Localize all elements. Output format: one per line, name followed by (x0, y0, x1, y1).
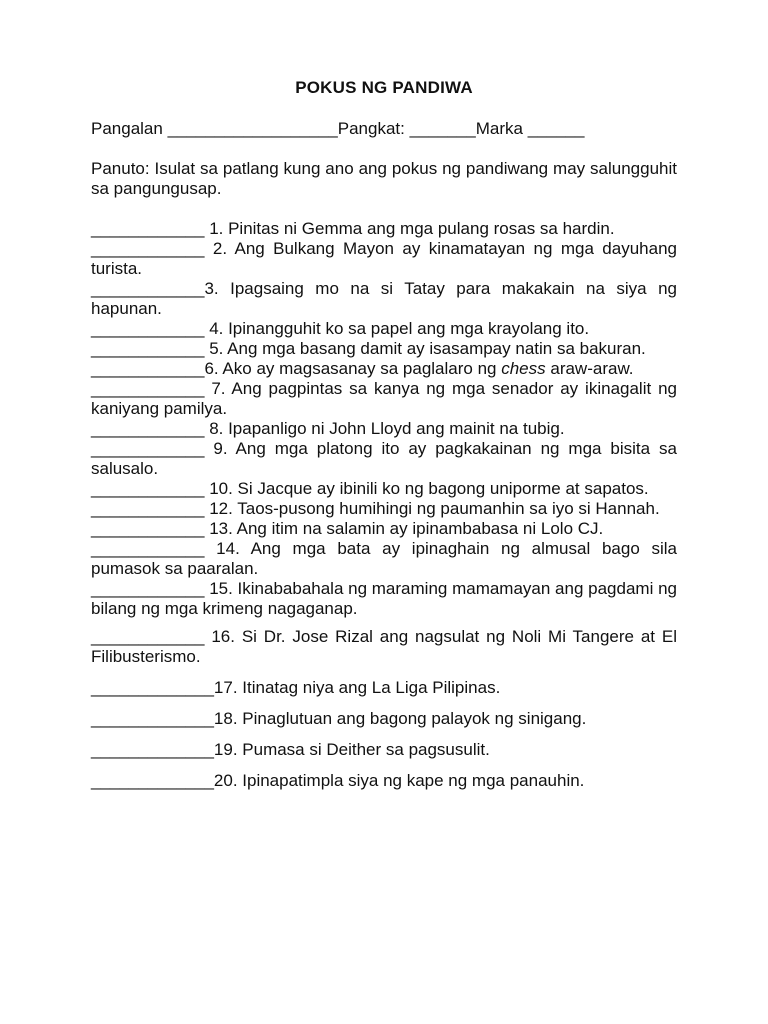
question-item (91, 419, 677, 439)
question-text: 1. Pinitas ni Gemma ang mga pulang rosas sa hardin. (209, 219, 615, 238)
question-item (91, 579, 677, 619)
question-item (91, 439, 677, 479)
question-text: 4. Ipinangguhit ko sa papel ang mga krayolang ito. (209, 319, 590, 338)
answer-blank: ____________ (91, 339, 210, 358)
answer-blank: ____________ (91, 579, 210, 598)
page-title: POKUS NG PANDIWA (295, 78, 473, 97)
question-item (91, 279, 677, 319)
question-item (91, 499, 677, 519)
answer-blank: ____________ (91, 519, 210, 538)
question-text: 13. Ang itim na salamin ay ipinambabasa ni Lolo CJ. (209, 519, 604, 538)
instructions: Panuto: Isulat sa patlang kung ano ang pokus ng pandiwang may salungguhit sa pangungusap. (91, 159, 677, 198)
answer-blank: ____________ (91, 379, 212, 398)
question-item (91, 339, 677, 359)
question-item (91, 519, 677, 539)
question-item (91, 239, 677, 279)
question-text: 17. Itinatag niya ang La Liga Pilipinas. (213, 678, 501, 697)
question-item (91, 319, 677, 339)
question-text: 8. Ipapanligo ni John Lloyd ang mainit na tubig. (209, 419, 565, 438)
question-text: 10. Si Jacque ay ibinili ko ng bagong uniporme at sapatos. (209, 479, 649, 498)
answer-blank: _____________ (91, 709, 214, 728)
answer-blank: ____________ (91, 239, 213, 258)
question-item (91, 771, 677, 791)
question-item (91, 479, 677, 499)
question-item (91, 709, 677, 729)
question-item (91, 219, 677, 239)
question-item (91, 627, 677, 667)
question-item (91, 379, 677, 419)
question-text: 16. Si Dr. Jose Rizal ang nagsulat ng Noli Mi Tangere at El Filibusterismo. (91, 627, 677, 666)
question-text: 14. Ang mga bata ay ipinaghain ng almusal bago sila pumasok sa paaralan. (91, 539, 677, 578)
answer-blank: ____________ (91, 499, 210, 518)
answer-blank: _____________ (91, 678, 214, 697)
question-text: 18. Pinaglutuan ang bagong palayok ng sinigang. (213, 709, 587, 728)
question-text: 19. Pumasa si Deither sa pagsusulit. (213, 740, 490, 759)
question-text: 15. Ikinababahala ng maraming mamamayan ang pagdami ng bilang ng mga krimeng nagaganap. (91, 579, 677, 618)
question-item (91, 539, 677, 579)
answer-blank: ____________ (91, 219, 210, 238)
answer-blank: ____________ (91, 419, 210, 438)
question-item (91, 359, 677, 379)
question-item (91, 678, 677, 698)
question-text: 7. Ang pagpintas sa kanya ng mga senador ay ikinagalit ng kaniyang pamilya. (91, 379, 677, 418)
answer-blank: _____________ (91, 771, 214, 790)
question-text: 9. Ang mga platong ito ay pagkakainan ng mga bisita sa salusalo. (91, 439, 677, 478)
answer-blank: ____________ (91, 539, 217, 558)
answer-blank: _____________ (91, 740, 214, 759)
question-text: 5. Ang mga basang damit ay isasampay natin sa bakuran. (209, 339, 646, 358)
question-italic-term: chess (501, 359, 546, 378)
question-text: 2. Ang Bulkang Mayon ay kinamatayan ng mga dayuhang turista. (91, 239, 677, 278)
question-text: 12. Taos-pusong humihingi ng paumanhin sa iyo si Hannah. (209, 499, 660, 518)
answer-blank: ____________ (91, 627, 212, 646)
answer-blank: ____________ (91, 439, 214, 458)
answer-blank: ____________ (91, 319, 210, 338)
question-text: 3. Ipagsaing mo na si Tatay para makakain na siya ng hapunan. (91, 279, 677, 318)
question-text-before: 6. Ako ay magsasanay sa paglalaro ng (204, 359, 502, 378)
student-info-line: Pangalan __________________Pangkat: _______Marka ______ (91, 119, 585, 138)
question-text: 20. Ipinapatimpla siya ng kape ng mga panauhin. (213, 771, 585, 790)
question-list (91, 219, 677, 791)
answer-blank: ____________ (91, 479, 210, 498)
answer-blank: ____________ (91, 279, 205, 298)
answer-blank: ____________ (91, 359, 205, 378)
question-item (91, 740, 677, 760)
question-text-after: araw-araw. (545, 359, 634, 378)
